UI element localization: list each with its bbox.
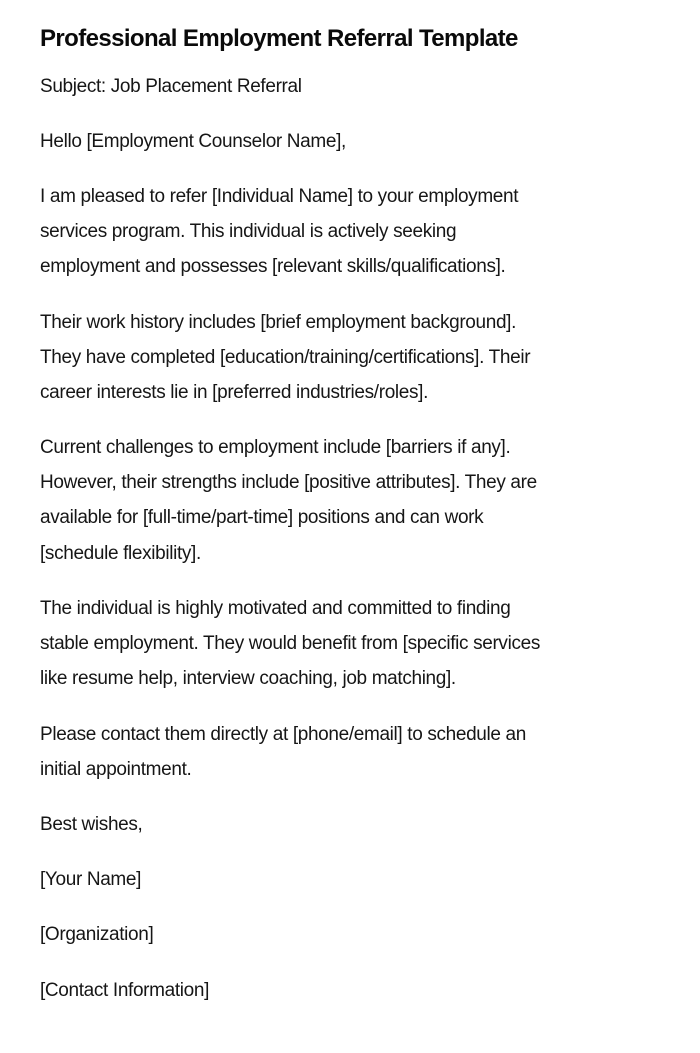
signature-organization	[40, 917, 153, 952]
paragraph-line: services program. This individual is actively seeking	[40, 221, 457, 243]
paragraph-line: like resume help, interview coaching, job matching].	[40, 668, 456, 690]
paragraph-line: stable employment. They would benefit from [specific services	[40, 633, 540, 655]
paragraph-line: However, their strengths include [positive attributes]. They are	[40, 472, 537, 494]
paragraph-line: Their work history includes [brief employment background].	[40, 312, 517, 333]
paragraph-line: initial appointment.	[40, 759, 192, 781]
signature-name	[40, 862, 141, 897]
signature-name-text: [Your Name]	[40, 869, 142, 890]
greeting-line	[40, 124, 346, 159]
paragraph-challenges-strengths	[40, 430, 537, 571]
document-title: Professional Employment Referral Template	[40, 25, 518, 52]
paragraph-motivation-services	[40, 591, 540, 697]
signature-contact	[40, 973, 209, 1008]
paragraph-line: [schedule flexibility].	[40, 542, 201, 564]
signature-contact-text: [Contact Information]	[40, 980, 210, 1001]
paragraph-line: Please contact them directly at [phone/email] to schedule an	[40, 724, 526, 745]
paragraph-line: The individual is highly motivated and committed to finding	[40, 598, 511, 619]
paragraph-line: available for [full-time/part-time] positions and can work	[40, 507, 484, 529]
paragraph-work-history	[40, 305, 530, 411]
paragraph-line: I am pleased to refer [Individual Name] to your employment	[40, 186, 519, 207]
subject-text: Subject: Job Placement Referral	[40, 76, 302, 97]
closing-line	[40, 807, 142, 842]
greeting-text: Hello [Employment Counselor Name],	[40, 131, 346, 152]
paragraph-line: They have completed [education/training/certifications]. Their	[40, 347, 531, 369]
closing-text: Best wishes,	[40, 814, 143, 835]
paragraph-referral-intro	[40, 179, 518, 285]
paragraph-line: career interests lie in [preferred industries/roles].	[40, 382, 429, 404]
paragraph-line: Current challenges to employment include [barriers if any].	[40, 437, 511, 458]
subject-line	[40, 69, 302, 104]
paragraph-contact-request	[40, 717, 526, 787]
paragraph-line: employment and possesses [relevant skills/qualifications].	[40, 256, 506, 278]
signature-organization-text: [Organization]	[40, 924, 154, 945]
